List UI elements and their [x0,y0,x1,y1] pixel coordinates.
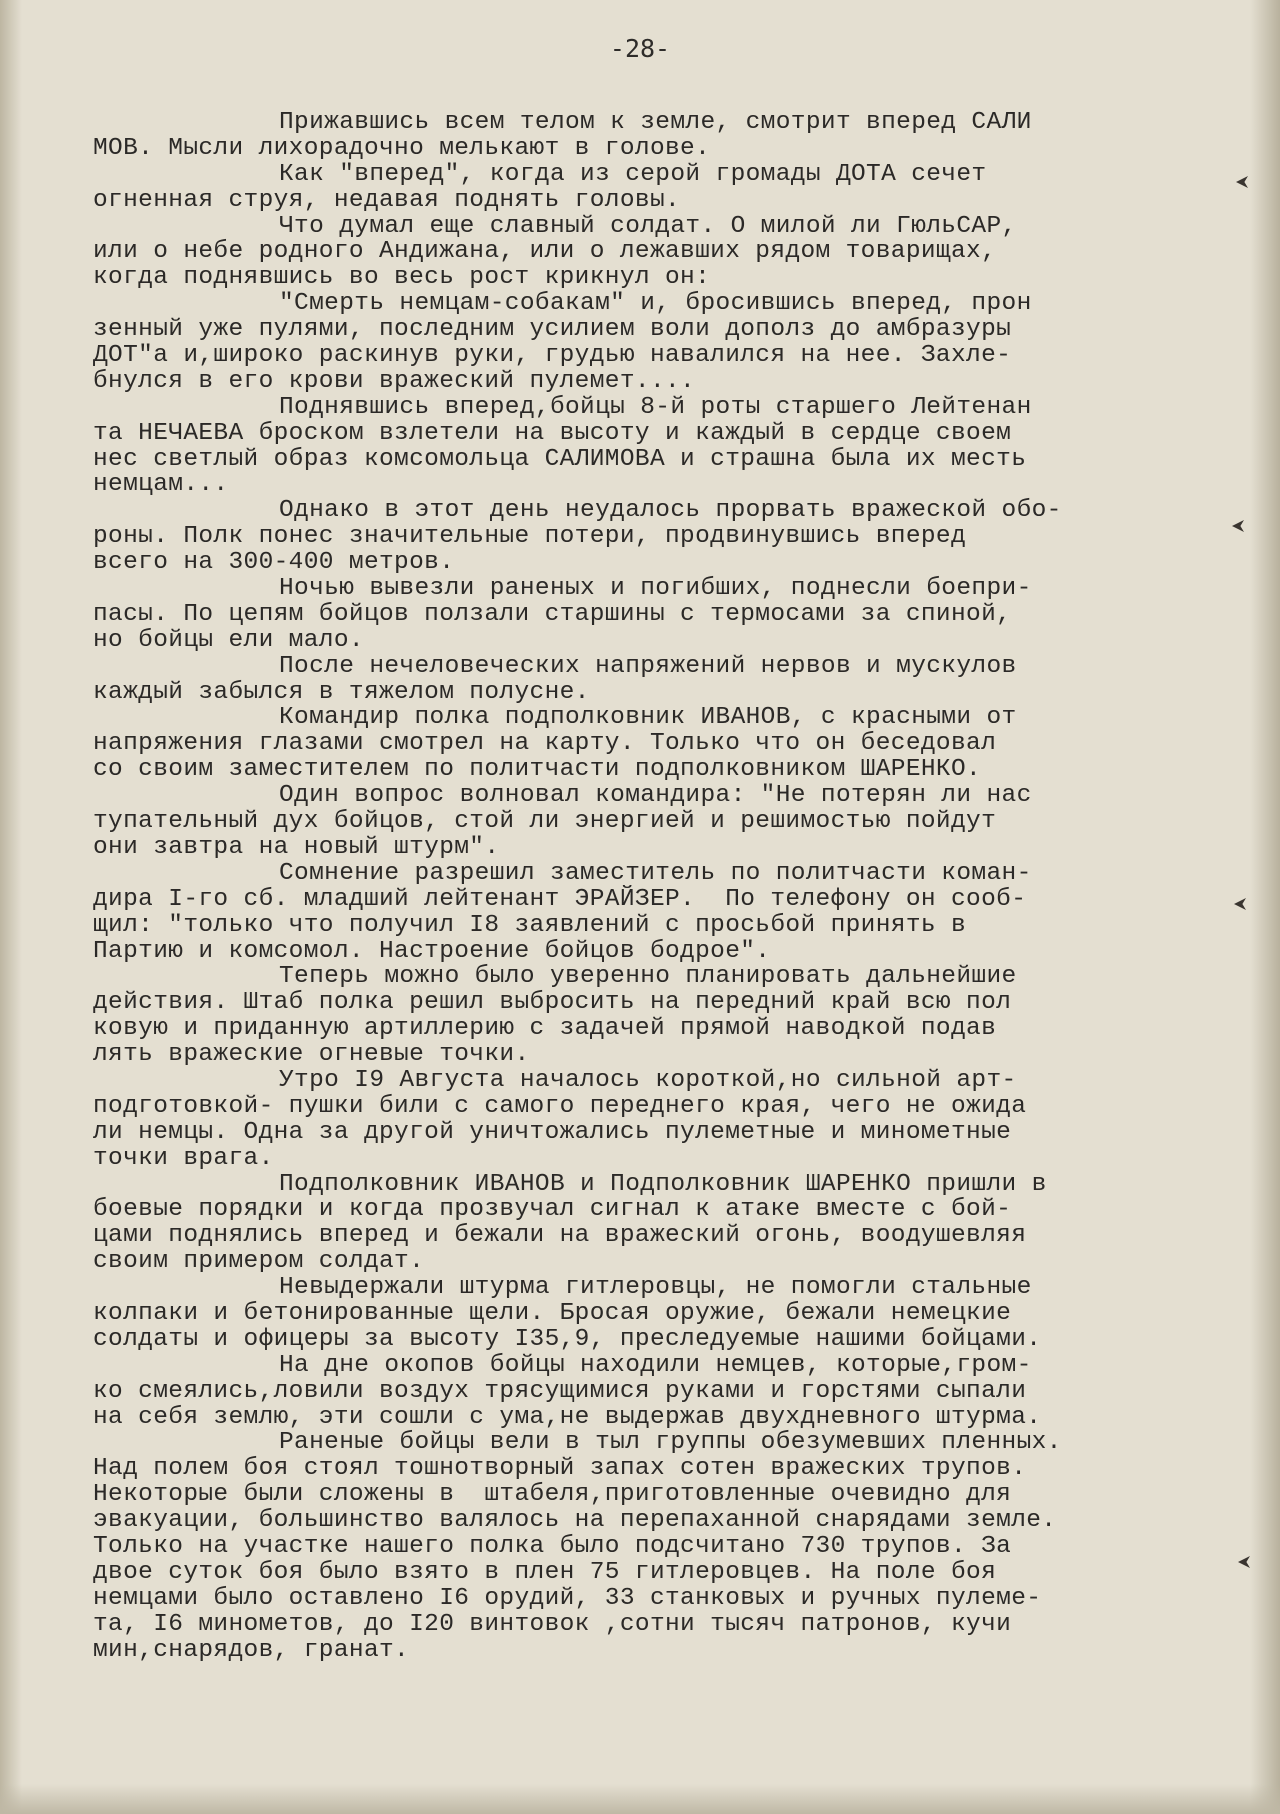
text-line: немцам... [93,471,229,499]
text-line: Невыдержали штурма гитлеровцы, не помогли стальные [279,1274,1032,1302]
text-line: точки врага. [93,1144,274,1172]
text-line: боевые порядки и когда прозвучал сигнал к атаке вместе с бой- [93,1196,1012,1224]
text-line: когда поднявшись во весь рост крикнул он: [93,264,711,292]
typewritten-body [93,110,1193,1663]
text-line: или о небе родного Андижана, или о лежавших рядом товарищах, [93,238,997,266]
text-line: МОВ. Мысли лихорадочно мелькают в голове. [93,134,711,162]
text-line: двое суток боя было взято в плен 75 гитлеровцев. На поле боя [93,1558,997,1586]
text-line: После нечеловеческих напряжений нервов и мускулов [279,652,1017,680]
punch-mark-icon [1232,520,1244,532]
text-line: зенный уже пулями, последним усилием воли дополз до амбразуры [93,316,1012,344]
text-line: Теперь можно было уверенно планировать дальнейшие [279,963,1017,991]
text-line: Партию и комсомол. Настроение бойцов бодрое". [93,937,771,965]
text-line: ДОТ"а и,широко раскинув руки, грудью навалился на нее. Захле- [93,342,1012,370]
text-line: Командир полка подполковник ИВАНОВ, с красными от [279,704,1017,732]
text-line: Над полем боя стоял тошнотворный запах сотен вражеских трупов. [93,1455,1027,1483]
text-line: всего на 300-400 метров. [93,549,455,577]
text-line: но бойцы ели мало. [93,626,364,654]
text-line: действия. Штаб полка решил выбросить на передний край всю пол [93,989,1012,1017]
text-line: мин,снарядов, гранат. [93,1636,410,1664]
text-line: Сомнение разрешил заместитель по политчасти коман- [279,859,1032,887]
punch-mark-icon [1238,1556,1250,1568]
text-line: та, I6 минометов, до I20 винтовок ,сотни тысяч патронов, кучи [93,1610,1012,1638]
text-line: бнулся в его крови вражеский пулемет.... [93,367,696,395]
paper-edge-bottom [0,1784,1280,1814]
paper-edge-left [0,0,22,1814]
text-line: Утро I9 Августа началось короткой,но сильной арт- [279,1066,1017,1094]
text-line: ковую и приданную артиллерию с задачей прямой наводкой подав [93,1015,997,1043]
text-line: своим примером солдат. [93,1248,425,1276]
text-line: дира I-го сб. младший лейтенант ЭРАЙЗЕР. По телефону он сооб- [93,885,1027,913]
text-line: колпаки и бетонированные щели. Бросая оружие, бежали немецкие [93,1299,1012,1327]
text-line: Один вопрос волновал командира: "Не потерян ли нас [279,782,1032,810]
text-line: огненная струя, недавая поднять головы. [93,186,681,214]
text-line: щил: "только что получил I8 заявлений с просьбой принять в [93,911,967,939]
text-line: напряжения глазами смотрел на карту. Только что он беседовал [93,730,997,758]
text-line: та НЕЧАЕВА броском взлетели на высоту и каждый в сердце своем [93,419,1012,447]
text-line: солдаты и офицеры за высоту I35,9, преследуемые нашими бойцами. [93,1325,1042,1353]
text-line: эвакуации, большинство валялось на перепаханной снарядами земле. [93,1507,1057,1535]
text-line: Однако в этот день неудалось прорвать вражеской обо- [279,497,1062,525]
text-line: цами поднялись вперед и бежали на вражеский огонь, воодушевляя [93,1222,1027,1250]
text-line: на себя землю, эти сошли с ума,не выдержав двухдневного штурма. [93,1403,1042,1431]
text-line: Подполковник ИВАНОВ и Подполковник ШАРЕНКО пришли в [279,1170,1047,1198]
text-line: ли немцы. Одна за другой уничтожались пулеметные и минометные [93,1118,1012,1146]
page-number: -28- [609,34,671,63]
text-line: "Смерть немцам-собакам" и, бросившись вперед, прон [279,290,1032,318]
text-line: Поднявшись вперед,бойцы 8-й роты старшего Лейтенан [279,393,1032,421]
text-line: Некоторые были сложены в штабеля,приготовленные очевидно для [93,1481,1012,1509]
text-line: немцами было оставлено I6 орудий, 33 станковых и ручных пулеме- [93,1584,1042,1612]
text-line: роны. Полк понес значительные потери, продвинувшись вперед [93,523,967,551]
punch-mark-icon [1234,898,1246,910]
text-line: каждый забылся в тяжелом полусне. [93,678,590,706]
text-line: пасы. По цепям бойцов ползали старшины с термосами за спиной, [93,600,1012,628]
text-line: На дне окопов бойцы находили немцев, которые,гром- [279,1351,1032,1379]
text-line: Прижавшись всем телом к земле, смотрит вперед САЛИ [279,109,1032,136]
text-line: они завтра на новый штурм". [93,833,500,861]
text-line: Что думал еще славный солдат. О милой ли ГюльСАР, [279,212,1017,240]
text-line: подготовкой- пушки били с самого переднего края, чего не ожида [93,1092,1027,1120]
text-line: Ночью вывезли раненых и погибших, поднесли боепри- [279,575,1032,603]
text-line: Раненые бойцы вели в тыл группы обезумевших пленных. [279,1429,1062,1457]
text-line: со своим заместителем по политчасти подполковником ШАРЕНКО. [93,756,982,784]
text-line: нес светлый образ комсомольца САЛИМОВА и страшна была их месть [93,445,1027,473]
punch-mark-icon [1236,176,1248,188]
text-line: Только на участке нашего полка было подсчитано 730 трупов. За [93,1532,1012,1560]
text-line: лять вражеские огневые точки. [93,1041,530,1069]
text-line: ко смеялись,ловили воздух трясущимися руками и горстями сыпали [93,1377,1027,1405]
text-line: тупательный дух бойцов, стой ли энергией и решимостью пойдут [93,808,997,836]
text-line: Как "вперед", когда из серой громады ДОТА сечет [279,160,987,188]
paper-edge-right [1250,0,1280,1814]
